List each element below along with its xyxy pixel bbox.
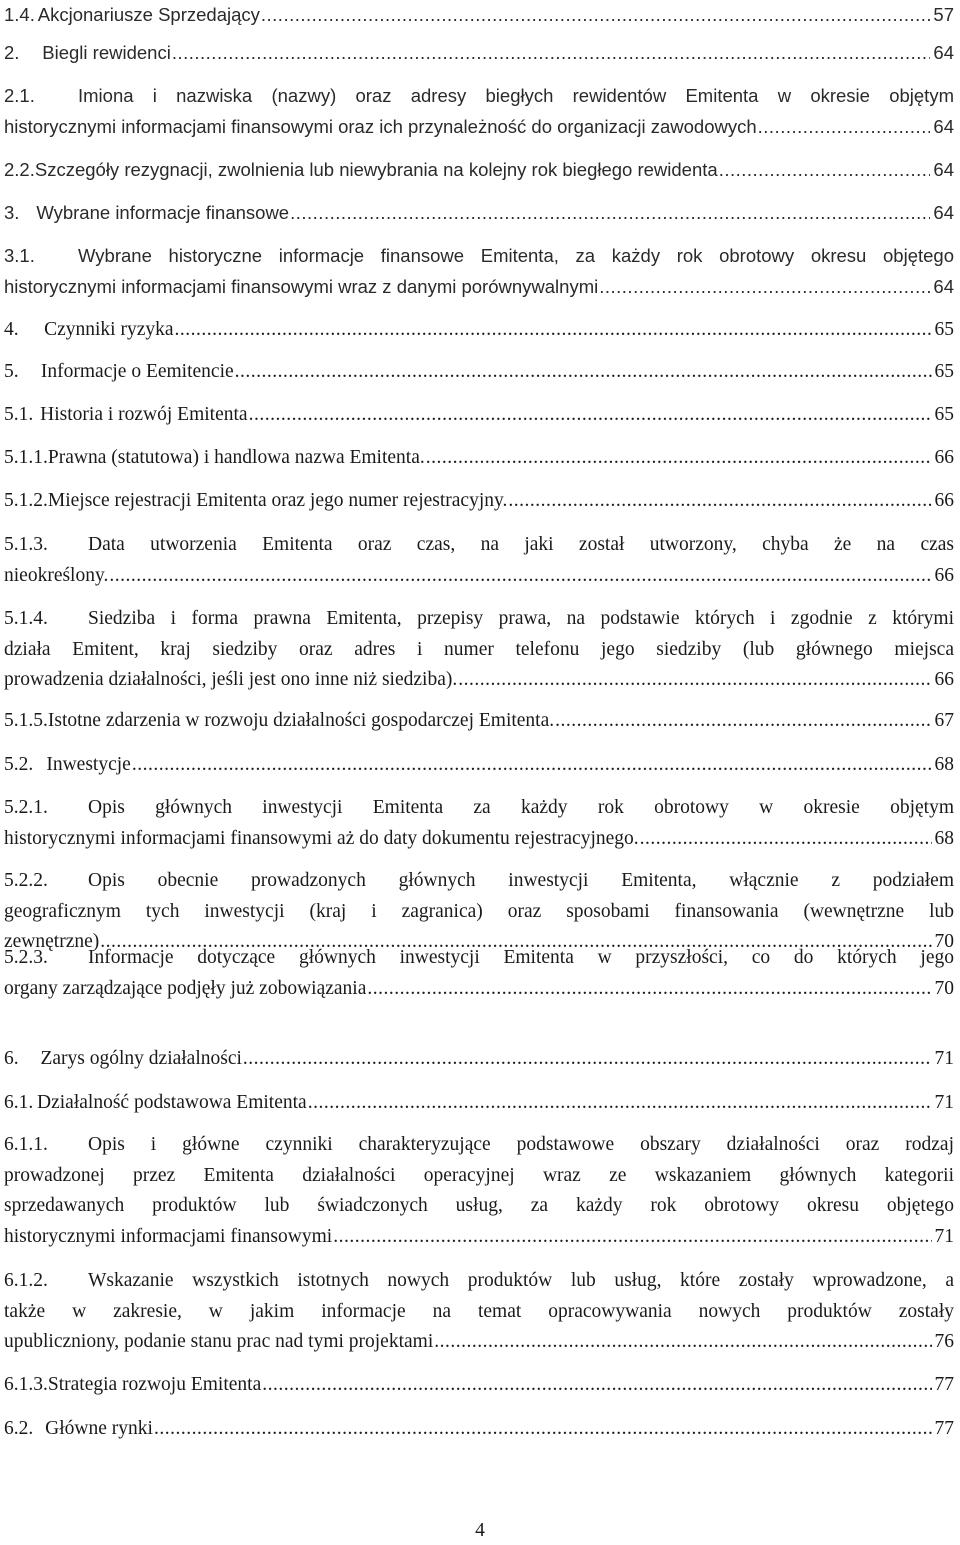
- toc-leader-dots: [261, 0, 931, 31]
- toc-entry-last-line: [4, 1088, 954, 1119]
- toc-entry-number: 5.1.1.: [4, 447, 48, 468]
- toc-leader-dots: [599, 272, 930, 303]
- toc-entry-page-number: 77: [934, 1418, 954, 1439]
- toc-entry-title: Strategia rozwoju Emitenta: [47, 1374, 262, 1395]
- toc-leader-dots: [640, 824, 932, 855]
- toc-entry-page-number: 57: [933, 4, 954, 25]
- toc-entry-page-number: 70: [934, 977, 954, 999]
- toc-entry[interactable]: [4, 604, 954, 696]
- toc-entry-line: [4, 1161, 954, 1192]
- toc-entry-number: 5.2.2.: [4, 870, 48, 891]
- toc-entry-title: Główne rynki: [45, 1418, 153, 1439]
- toc-entry-line: [4, 866, 954, 897]
- toc-entry[interactable]: [4, 38, 954, 69]
- toc-entry-last-line: [4, 1044, 954, 1075]
- toc-entry[interactable]: [4, 1266, 954, 1358]
- toc-entry-page-number: 64: [933, 115, 954, 137]
- toc-entry-last-line: [4, 443, 954, 474]
- toc-leader-dots: [555, 706, 931, 737]
- toc-entry[interactable]: [4, 793, 954, 854]
- toc-entry-number: 6.1.: [4, 1092, 34, 1113]
- toc-entry-title: organy zarządzające podjęły już zobowiązania: [4, 977, 367, 999]
- toc-entry[interactable]: [4, 443, 954, 474]
- toc-entry-number: 6.2.: [4, 1418, 34, 1439]
- toc-entry-last-line: [4, 706, 954, 737]
- toc-entry-title: Opis i główne czynniki charakteryzujące podstawowe obszary działalności oraz rodzaj: [88, 1134, 954, 1155]
- toc-leader-dots: [426, 443, 932, 474]
- toc-entry-number: 5.1.4.: [4, 608, 48, 629]
- toc-leader-dots: [458, 665, 931, 696]
- toc-leader-dots: [367, 974, 931, 1005]
- toc-entry-title: upubliczniony, podanie stanu prac nad tymi projektami: [4, 1331, 434, 1352]
- toc-leader-dots: [172, 38, 931, 69]
- toc-entry-title: Data utworzenia Emitenta oraz czas, na jaki został utworzony, chyba że na czas: [88, 534, 954, 555]
- toc-entry-line: [4, 1297, 954, 1328]
- toc-entry-last-line: [4, 0, 954, 31]
- toc-entry-page-number: 66: [934, 669, 954, 690]
- toc-entry-title: działa Emitent, kraj siedziby oraz adres i numer telefonu jego siedziby (lub głównego miejsca: [4, 638, 954, 660]
- toc-entry-last-line: [4, 315, 954, 346]
- toc-entry-line: [4, 635, 954, 666]
- toc-entry-page-number: 71: [934, 1048, 954, 1069]
- toc-entry[interactable]: [4, 943, 954, 1004]
- toc-entry[interactable]: [4, 1130, 954, 1252]
- toc-entry-line: [4, 1191, 954, 1222]
- toc-entry-last-line: [4, 198, 954, 229]
- toc-entry-number: 5.2.: [4, 754, 34, 775]
- toc-entry[interactable]: [4, 315, 954, 346]
- toc-entry-last-line: [4, 38, 954, 69]
- toc-entry-page-number: 68: [934, 827, 954, 849]
- toc-leader-dots: [132, 750, 932, 781]
- toc-entry-page-number: 71: [934, 1225, 954, 1247]
- toc-entry-number: 5.1.5.: [4, 710, 48, 731]
- toc-entry-title: geograficznym tych inwestycji (kraj i zagranica) oraz sposobami finansowania (wewnętrzne lub: [4, 900, 954, 922]
- toc-entry-number: 2.1.: [4, 85, 35, 106]
- toc-entry-line: [4, 604, 954, 635]
- toc-entry-title: prowadzenia działalności, jeśli jest ono inne niż siedziba).: [4, 669, 458, 690]
- toc-entry-last-line: [4, 272, 954, 303]
- toc-entry-title: prowadzonej przez Emitenta działalności operacyjnej wraz ze wskazaniem głównych kategorii: [4, 1164, 954, 1186]
- toc-entry-number: 6.1.1.: [4, 1134, 48, 1155]
- toc-entry-last-line: [4, 357, 954, 388]
- toc-entry-page-number: 76: [934, 1331, 954, 1352]
- toc-entry-page-number: 70: [934, 931, 954, 952]
- toc-entry[interactable]: [4, 1088, 954, 1119]
- toc-entry-title: Działalność podstawowa Emitenta: [37, 1092, 307, 1113]
- toc-entry-page-number: 71: [934, 1092, 954, 1113]
- toc-entry-title: zewnętrzne): [4, 931, 100, 952]
- toc-entry[interactable]: [4, 1044, 954, 1075]
- toc-entry-number: 5.1.2.: [4, 490, 48, 511]
- toc-entry-page-number: 64: [933, 42, 954, 63]
- toc-entry-number: 2.2.: [4, 159, 35, 180]
- toc-entry-last-line: [4, 1370, 954, 1401]
- toc-entry-page-number: 65: [934, 319, 954, 340]
- toc-entry-line: [4, 1266, 954, 1297]
- toc-entry-title: historycznymi informacjami finansowymi wraz z danymi porównywalnymi: [4, 275, 599, 297]
- toc-entry-title: Wybrane informacje finansowe: [36, 202, 290, 223]
- toc-entry-number: 6.: [4, 1048, 19, 1069]
- toc-entry-title: Czynniki ryzyka: [44, 319, 174, 340]
- toc-entry-last-line: [4, 112, 954, 143]
- toc-leader-dots: [262, 1370, 931, 1401]
- toc-entry-last-line: [4, 486, 954, 517]
- toc-entry-number: 2.: [4, 42, 20, 63]
- toc-entry[interactable]: [4, 0, 954, 31]
- toc-entry-page-number: 64: [933, 202, 954, 223]
- toc-entry-line: [4, 530, 954, 561]
- toc-entry-title: Szczegóły rezygnacji, zwolnienia lub niewybrania na kolejny rok biegłego rewidenta: [34, 159, 718, 180]
- toc-leader-dots: [508, 486, 931, 517]
- toc-entry-last-line: [4, 824, 954, 855]
- toc-leader-dots: [235, 357, 932, 388]
- toc-entry-number: 4.: [4, 319, 19, 340]
- toc-entry[interactable]: [4, 750, 954, 781]
- toc-entry[interactable]: [4, 198, 954, 229]
- toc-entry-line: [4, 793, 954, 824]
- toc-entry-last-line: [4, 665, 954, 696]
- toc-entry-title: Historia i rozwój Emitenta: [40, 404, 248, 425]
- toc-entry-title: Siedziba i forma prawna Emitenta, przepisy prawa, na podstawie których i zgodnie z którymi: [88, 608, 954, 629]
- toc-entry-title: Informacje o Eemitencie: [40, 361, 234, 382]
- toc-entry-number: 6.1.3.: [4, 1374, 48, 1395]
- toc-entry-title: historycznymi informacjami finansowymi aż do daty dokumentu rejestracyjnego.: [4, 827, 639, 849]
- toc-entry-page-number: 66: [934, 564, 954, 586]
- toc-entry[interactable]: [4, 706, 954, 737]
- toc-entry-number: 5.1.: [4, 404, 34, 425]
- toc-entry-last-line: [4, 750, 954, 781]
- toc-entry-line: [4, 1130, 954, 1161]
- toc-entry[interactable]: [4, 81, 954, 142]
- toc-entry[interactable]: [4, 357, 954, 388]
- toc-leader-dots: [758, 112, 931, 143]
- toc-entry-title: Opis obecnie prowadzonych głównych inwestycji Emitenta, włącznie z podziałem: [88, 870, 954, 891]
- toc-entry-page-number: 66: [934, 490, 954, 511]
- toc-leader-dots: [333, 1222, 931, 1253]
- toc-entry-last-line: [4, 1222, 954, 1253]
- toc-entry-line: [4, 81, 954, 112]
- toc-entry-page-number: 68: [934, 754, 954, 775]
- toc-entry-number: 1.4.: [4, 4, 35, 25]
- toc-entry-number: 5.2.3.: [4, 947, 48, 968]
- toc-entry[interactable]: [4, 155, 954, 186]
- toc-entry-last-line: [4, 155, 954, 186]
- toc-entry-number: 6.1.2.: [4, 1270, 48, 1291]
- toc-entry[interactable]: [4, 530, 954, 591]
- toc-entry-page-number: 64: [933, 275, 954, 297]
- toc-entry-title: Istotne zdarzenia w rozwoju działalności gospodarczej Emitenta.: [47, 710, 555, 731]
- toc-entry[interactable]: [4, 486, 954, 517]
- toc-entry-page-number: 77: [934, 1374, 954, 1395]
- toc-entry-title: Akcjonariusze Sprzedający: [37, 4, 260, 25]
- toc-entry-number: 5.1.3.: [4, 534, 48, 555]
- toc-entry-title: sprzedawanych produktów lub świadczonych usług, za każdy rok obrotowy okresu objętego: [4, 1195, 954, 1216]
- toc-entry-title: Zarys ogólny działalności: [40, 1048, 242, 1069]
- toc-entry-page-number: 64: [933, 159, 954, 180]
- toc-entry-page-number: 65: [934, 404, 954, 425]
- page-number: 4: [475, 1520, 485, 1541]
- toc-leader-dots: [154, 1414, 932, 1445]
- toc-entry-number: 3.: [4, 202, 20, 223]
- toc-entry-number: 5.2.1.: [4, 797, 48, 818]
- toc-entry-title: nieokreślony.: [4, 564, 109, 586]
- toc-entry[interactable]: [4, 241, 954, 302]
- toc-entry-last-line: [4, 1414, 954, 1445]
- toc-entry-line: [4, 897, 954, 928]
- toc-entry-title: Miejsce rejestracji Emitenta oraz jego numer rejestracyjny.: [47, 490, 508, 511]
- toc-entry-line: [4, 943, 954, 974]
- toc-entry-title: Biegli rewidenci: [42, 42, 171, 63]
- toc-entry-title: Opis głównych inwestycji Emitenta za każdy rok obrotowy w okresie objętym: [88, 797, 954, 818]
- toc-entry-title: Informacje dotyczące głównych inwestycji Emitenta w przyszłości, co do których jego: [88, 947, 954, 968]
- toc-entry-title: historycznymi informacjami finansowymi: [4, 1225, 333, 1247]
- toc-entry-title: Imiona i nazwiska (nazwy) oraz adresy biegłych rewidentów Emitenta w okresie objętym: [78, 85, 954, 106]
- toc-entry-last-line: [4, 400, 954, 431]
- toc-entry-page-number: 67: [934, 710, 954, 731]
- toc-leader-dots: [109, 561, 931, 592]
- toc-entry-last-line: [4, 561, 954, 592]
- toc-entry-title: Inwestycje: [46, 754, 131, 775]
- toc-leader-dots: [308, 1088, 932, 1119]
- toc-entry-title: Prawna (statutowa) i handlowa nazwa Emitenta.: [47, 447, 425, 468]
- toc-entry[interactable]: [4, 1414, 954, 1445]
- toc-leader-dots: [434, 1327, 931, 1358]
- toc-leader-dots: [243, 1044, 932, 1075]
- toc-entry[interactable]: [4, 1370, 954, 1401]
- toc-entry[interactable]: [4, 400, 954, 431]
- toc-entry-last-line: [4, 974, 954, 1005]
- toc-entry-last-line: [4, 1327, 954, 1358]
- toc-entry-title: także w zakresie, w jakim informacje na temat opracowywania nowych produktów zostały: [4, 1300, 954, 1322]
- toc-leader-dots: [290, 198, 930, 229]
- toc-leader-dots: [249, 400, 932, 431]
- toc-entry-number: 5.: [4, 361, 19, 382]
- toc-entry-title: Wskazanie wszystkich istotnych nowych produktów lub usług, które zostały wprowadzone, a: [88, 1270, 954, 1291]
- toc-leader-dots: [719, 155, 931, 186]
- toc-entry-title: Wybrane historyczne informacje finansowe Emitenta, za każdy rok obrotowy okresu objętego: [78, 245, 954, 266]
- toc-entry-page-number: 66: [934, 447, 954, 468]
- toc-entry-line: [4, 241, 954, 272]
- toc-entry-number: 3.1.: [4, 245, 35, 266]
- toc-entry-title: historycznymi informacjami finansowymi oraz ich przynależność do organizacji zawodowych: [4, 115, 757, 137]
- toc-entry-page-number: 65: [934, 361, 954, 382]
- toc-leader-dots: [175, 315, 932, 346]
